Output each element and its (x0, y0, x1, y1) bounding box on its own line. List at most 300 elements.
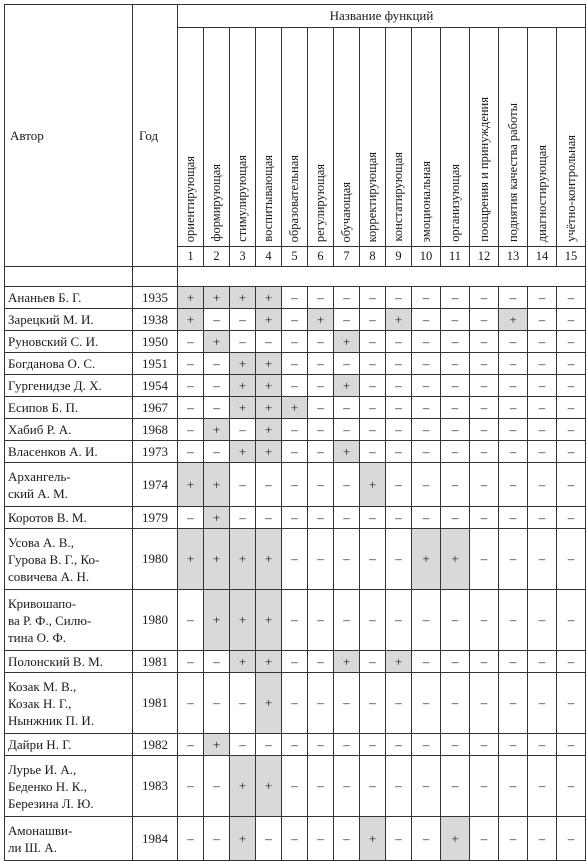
table-row (5, 590, 586, 651)
function-absent-mark: – (557, 287, 586, 309)
function-name-label: образовательная (287, 154, 301, 242)
function-number: 15 (557, 247, 586, 267)
function-absent-mark: – (528, 331, 557, 353)
function-number: 2 (204, 247, 230, 267)
function-absent-mark: – (557, 734, 586, 756)
function-absent-mark: – (230, 463, 256, 507)
function-absent-mark: – (528, 734, 557, 756)
function-absent-mark: – (386, 419, 412, 441)
function-present-mark: + (256, 353, 282, 375)
function-absent-mark: – (282, 734, 308, 756)
function-absent-mark: – (412, 397, 441, 419)
function-absent-mark: – (557, 375, 586, 397)
function-present-mark: + (360, 817, 386, 861)
function-name-label: эмоциональная (418, 160, 433, 242)
function-absent-mark: – (256, 331, 282, 353)
function-absent-mark: – (557, 590, 586, 651)
function-present-mark: + (230, 756, 256, 817)
year-cell: 1968 (133, 419, 178, 441)
author-line: Есипов Б. П. (8, 400, 79, 415)
function-absent-mark: – (308, 756, 334, 817)
function-absent-mark: – (470, 817, 499, 861)
function-absent-mark: – (282, 507, 308, 529)
function-present-mark: + (204, 590, 230, 651)
author-line: Нынжник П. И. (8, 712, 95, 728)
function-absent-mark: – (412, 353, 441, 375)
author-cell (5, 441, 133, 463)
function-absent-mark: – (334, 529, 360, 590)
year-cell: 1980 (133, 590, 178, 651)
function-name-header (334, 28, 360, 247)
function-absent-mark: – (178, 756, 204, 817)
function-absent-mark: – (178, 817, 204, 861)
function-present-mark: + (334, 441, 360, 463)
function-number: 9 (386, 247, 412, 267)
function-present-mark: + (256, 529, 282, 590)
function-absent-mark: – (360, 529, 386, 590)
function-absent-mark: – (470, 673, 499, 734)
function-present-mark: + (204, 287, 230, 309)
author-line: Козак Н. Г., (8, 695, 72, 711)
function-absent-mark: – (386, 817, 412, 861)
function-name-label: воспитывающая (261, 155, 275, 242)
function-absent-mark: – (412, 817, 441, 861)
function-absent-mark: – (528, 590, 557, 651)
function-absent-mark: – (470, 375, 499, 397)
function-absent-mark: – (282, 375, 308, 397)
author-cell (5, 817, 133, 861)
function-absent-mark: – (441, 651, 470, 673)
function-absent-mark: – (386, 734, 412, 756)
function-absent-mark: – (282, 287, 308, 309)
function-present-mark: + (282, 397, 308, 419)
function-name-header (204, 28, 230, 247)
function-absent-mark: – (204, 441, 230, 463)
year-cell: 1950 (133, 331, 178, 353)
function-present-mark: + (230, 353, 256, 375)
table-row (5, 331, 586, 353)
function-absent-mark: – (386, 507, 412, 529)
function-number: 4 (256, 247, 282, 267)
author-cell (5, 331, 133, 353)
function-name-header (178, 28, 204, 247)
function-absent-mark: – (256, 734, 282, 756)
year-cell: 1979 (133, 507, 178, 529)
function-absent-mark: – (230, 419, 256, 441)
function-present-mark: + (230, 529, 256, 590)
function-absent-mark: – (557, 419, 586, 441)
function-name-label: учётно-контрольная (563, 135, 578, 242)
function-present-mark: + (308, 309, 334, 331)
author-line: Лурье И. А., (8, 761, 77, 777)
function-name-label: организующая (447, 164, 462, 242)
function-absent-mark: – (282, 309, 308, 331)
function-absent-mark: – (334, 419, 360, 441)
function-absent-mark: – (308, 287, 334, 309)
function-present-mark: + (204, 734, 230, 756)
year-cell: 1973 (133, 441, 178, 463)
function-absent-mark: – (441, 419, 470, 441)
function-absent-mark: – (308, 651, 334, 673)
function-absent-mark: – (386, 756, 412, 817)
year-cell: 1974 (133, 463, 178, 507)
function-absent-mark: – (470, 353, 499, 375)
author-cell (5, 353, 133, 375)
year-cell: 1954 (133, 375, 178, 397)
function-present-mark: + (441, 529, 470, 590)
function-absent-mark: – (178, 507, 204, 529)
function-present-mark: + (230, 375, 256, 397)
function-absent-mark: – (230, 734, 256, 756)
function-name-label: стимулирующая (235, 155, 249, 242)
function-absent-mark: – (386, 441, 412, 463)
function-present-mark: + (360, 463, 386, 507)
year-cell: 1967 (133, 397, 178, 419)
author-cell (5, 287, 133, 309)
function-absent-mark: – (412, 441, 441, 463)
author-line: Гурова В. Г., Ко- (8, 551, 100, 567)
function-number: 6 (308, 247, 334, 267)
function-absent-mark: – (470, 331, 499, 353)
function-present-mark: + (256, 375, 282, 397)
function-present-mark: + (412, 529, 441, 590)
author-line: Усова А. В., (8, 534, 74, 550)
table-row (5, 287, 586, 309)
function-absent-mark: – (230, 673, 256, 734)
function-absent-mark: – (557, 331, 586, 353)
author-line: совичева А. Н. (8, 568, 90, 584)
table-row (5, 419, 586, 441)
function-present-mark: + (230, 590, 256, 651)
function-absent-mark: – (441, 507, 470, 529)
function-name-label: регулирующая (313, 163, 327, 242)
function-absent-mark: – (412, 756, 441, 817)
function-absent-mark: – (470, 441, 499, 463)
function-absent-mark: – (308, 397, 334, 419)
function-present-mark: + (256, 397, 282, 419)
function-absent-mark: – (308, 734, 334, 756)
function-absent-mark: – (334, 287, 360, 309)
blank-cell (133, 267, 178, 287)
function-absent-mark: – (470, 397, 499, 419)
author-cell (5, 590, 133, 651)
table-row (5, 529, 586, 590)
function-number: 10 (412, 247, 441, 267)
function-present-mark: + (204, 331, 230, 353)
function-absent-mark: – (178, 673, 204, 734)
function-absent-mark: – (386, 673, 412, 734)
function-absent-mark: – (441, 375, 470, 397)
function-absent-mark: – (334, 507, 360, 529)
function-absent-mark: – (528, 529, 557, 590)
function-present-mark: + (204, 507, 230, 529)
function-absent-mark: – (178, 397, 204, 419)
function-absent-mark: – (412, 651, 441, 673)
function-present-mark: + (178, 463, 204, 507)
function-absent-mark: – (557, 651, 586, 673)
function-number: 7 (334, 247, 360, 267)
function-absent-mark: – (360, 756, 386, 817)
function-absent-mark: – (470, 463, 499, 507)
function-absent-mark: – (360, 734, 386, 756)
function-absent-mark: – (441, 673, 470, 734)
function-absent-mark: – (230, 507, 256, 529)
function-absent-mark: – (308, 441, 334, 463)
function-present-mark: + (441, 817, 470, 861)
function-name-header (230, 28, 256, 247)
function-name-label: формирующая (209, 164, 223, 242)
function-absent-mark: – (308, 419, 334, 441)
function-absent-mark: – (360, 651, 386, 673)
function-absent-mark: – (386, 353, 412, 375)
function-name-header (499, 28, 528, 247)
function-absent-mark: – (499, 287, 528, 309)
table-row (5, 507, 586, 529)
function-absent-mark: – (528, 397, 557, 419)
function-absent-mark: – (499, 331, 528, 353)
function-absent-mark: – (557, 309, 586, 331)
function-absent-mark: – (528, 756, 557, 817)
function-name-header (412, 28, 441, 247)
function-present-mark: + (256, 651, 282, 673)
author-line: Коротов В. М. (8, 510, 87, 525)
function-absent-mark: – (334, 817, 360, 861)
author-cell (5, 734, 133, 756)
function-absent-mark: – (230, 309, 256, 331)
function-present-mark: + (386, 309, 412, 331)
function-absent-mark: – (308, 331, 334, 353)
function-absent-mark: – (412, 673, 441, 734)
function-absent-mark: – (282, 441, 308, 463)
function-absent-mark: – (360, 287, 386, 309)
function-absent-mark: – (528, 287, 557, 309)
function-absent-mark: – (178, 353, 204, 375)
function-absent-mark: – (528, 441, 557, 463)
function-absent-mark: – (282, 651, 308, 673)
author-line: Власенков А. И. (8, 444, 98, 459)
function-name-header (386, 28, 412, 247)
function-present-mark: + (256, 287, 282, 309)
year-cell: 1981 (133, 673, 178, 734)
function-absent-mark: – (360, 507, 386, 529)
function-absent-mark: – (528, 309, 557, 331)
blank-cell (5, 267, 133, 287)
function-absent-mark: – (334, 309, 360, 331)
function-absent-mark: – (282, 673, 308, 734)
function-name-header (360, 28, 386, 247)
function-absent-mark: – (386, 590, 412, 651)
function-present-mark: + (178, 309, 204, 331)
function-present-mark: + (204, 419, 230, 441)
function-absent-mark: – (470, 590, 499, 651)
function-absent-mark: – (256, 507, 282, 529)
author-cell (5, 507, 133, 529)
author-line: Зарецкий М. И. (8, 312, 94, 327)
function-absent-mark: – (308, 375, 334, 397)
function-absent-mark: – (499, 507, 528, 529)
function-present-mark: + (230, 397, 256, 419)
function-present-mark: + (256, 673, 282, 734)
function-absent-mark: – (256, 817, 282, 861)
function-absent-mark: – (470, 651, 499, 673)
function-name-header (282, 28, 308, 247)
function-absent-mark: – (204, 651, 230, 673)
year-cell: 1935 (133, 287, 178, 309)
function-absent-mark: – (386, 397, 412, 419)
function-absent-mark: – (334, 463, 360, 507)
function-absent-mark: – (499, 529, 528, 590)
function-present-mark: + (230, 651, 256, 673)
function-absent-mark: – (386, 529, 412, 590)
function-absent-mark: – (256, 463, 282, 507)
function-absent-mark: – (308, 673, 334, 734)
author-cell (5, 463, 133, 507)
function-absent-mark: – (412, 375, 441, 397)
function-absent-mark: – (204, 375, 230, 397)
table-row (5, 441, 586, 463)
function-absent-mark: – (178, 441, 204, 463)
year-cell: 1982 (133, 734, 178, 756)
function-absent-mark: – (441, 463, 470, 507)
author-line: ли Ш. А. (8, 839, 57, 855)
function-present-mark: + (204, 529, 230, 590)
function-name-header (308, 28, 334, 247)
function-present-mark: + (334, 651, 360, 673)
function-absent-mark: – (499, 734, 528, 756)
function-absent-mark: – (360, 375, 386, 397)
author-line: Руновский С. И. (8, 334, 99, 349)
function-absent-mark: – (499, 673, 528, 734)
function-absent-mark: – (470, 309, 499, 331)
function-number: 5 (282, 247, 308, 267)
function-absent-mark: – (412, 734, 441, 756)
function-absent-mark: – (499, 397, 528, 419)
function-absent-mark: – (412, 507, 441, 529)
function-absent-mark: – (386, 287, 412, 309)
author-cell (5, 756, 133, 817)
author-cell (5, 309, 133, 331)
function-number: 12 (470, 247, 499, 267)
function-absent-mark: – (204, 397, 230, 419)
function-number: 1 (178, 247, 204, 267)
function-absent-mark: – (412, 463, 441, 507)
function-absent-mark: – (282, 529, 308, 590)
function-absent-mark: – (470, 419, 499, 441)
function-absent-mark: – (557, 397, 586, 419)
function-absent-mark: – (334, 673, 360, 734)
function-absent-mark: – (412, 287, 441, 309)
author-line: Амонашви- (8, 822, 73, 838)
function-absent-mark: – (499, 651, 528, 673)
author-line: ский А. М. (8, 485, 68, 501)
table-row (5, 817, 586, 861)
function-absent-mark: – (282, 756, 308, 817)
function-present-mark: + (256, 590, 282, 651)
function-absent-mark: – (528, 419, 557, 441)
function-absent-mark: – (178, 419, 204, 441)
function-present-mark: + (230, 817, 256, 861)
table-row (5, 756, 586, 817)
function-absent-mark: – (360, 309, 386, 331)
function-absent-mark: – (308, 590, 334, 651)
function-absent-mark: – (334, 397, 360, 419)
author-line: ва Р. Ф., Силю- (8, 612, 92, 628)
function-present-mark: + (334, 375, 360, 397)
function-absent-mark: – (204, 309, 230, 331)
function-absent-mark: – (360, 673, 386, 734)
function-absent-mark: – (499, 419, 528, 441)
function-absent-mark: – (470, 529, 499, 590)
year-cell: 1984 (133, 817, 178, 861)
function-absent-mark: – (441, 441, 470, 463)
table-body (5, 287, 586, 861)
function-name-label: обучающая (339, 181, 353, 242)
author-line: Дайри Н. Г. (8, 737, 72, 752)
function-absent-mark: – (204, 756, 230, 817)
function-present-mark: + (499, 309, 528, 331)
author-line: Архангель- (8, 468, 71, 484)
function-present-mark: + (230, 441, 256, 463)
function-name-header (256, 28, 282, 247)
function-present-mark: + (386, 651, 412, 673)
function-absent-mark: – (282, 817, 308, 861)
function-present-mark: + (256, 419, 282, 441)
author-line: Богданова О. С. (8, 356, 96, 371)
function-present-mark: + (204, 463, 230, 507)
function-absent-mark: – (470, 734, 499, 756)
function-absent-mark: – (386, 463, 412, 507)
spacer-row (5, 267, 586, 287)
year-column-header: Год (133, 5, 178, 267)
function-number: 11 (441, 247, 470, 267)
function-number: 14 (528, 247, 557, 267)
function-absent-mark: – (204, 817, 230, 861)
function-absent-mark: – (499, 590, 528, 651)
function-name-header (557, 28, 586, 247)
function-absent-mark: – (178, 375, 204, 397)
author-cell (5, 651, 133, 673)
function-absent-mark: – (499, 375, 528, 397)
function-absent-mark: – (528, 673, 557, 734)
function-absent-mark: – (557, 441, 586, 463)
function-absent-mark: – (204, 353, 230, 375)
author-cell (5, 397, 133, 419)
function-absent-mark: – (528, 353, 557, 375)
function-absent-mark: – (441, 309, 470, 331)
table-row (5, 734, 586, 756)
function-absent-mark: – (178, 331, 204, 353)
function-absent-mark: – (499, 756, 528, 817)
author-line: Беденко Н. К., (8, 778, 87, 794)
function-absent-mark: – (441, 756, 470, 817)
function-absent-mark: – (334, 734, 360, 756)
function-absent-mark: – (386, 331, 412, 353)
function-absent-mark: – (282, 463, 308, 507)
function-absent-mark: – (308, 817, 334, 861)
function-absent-mark: – (557, 463, 586, 507)
function-absent-mark: – (360, 419, 386, 441)
function-number: 8 (360, 247, 386, 267)
author-column-header: Автор (5, 5, 133, 267)
function-absent-mark: – (230, 331, 256, 353)
function-absent-mark: – (282, 331, 308, 353)
function-present-mark: + (256, 441, 282, 463)
function-absent-mark: – (308, 529, 334, 590)
author-cell (5, 375, 133, 397)
function-name-label: констатирующая (391, 152, 405, 242)
function-absent-mark: – (360, 441, 386, 463)
functions-group-header: Название функций (178, 5, 586, 28)
